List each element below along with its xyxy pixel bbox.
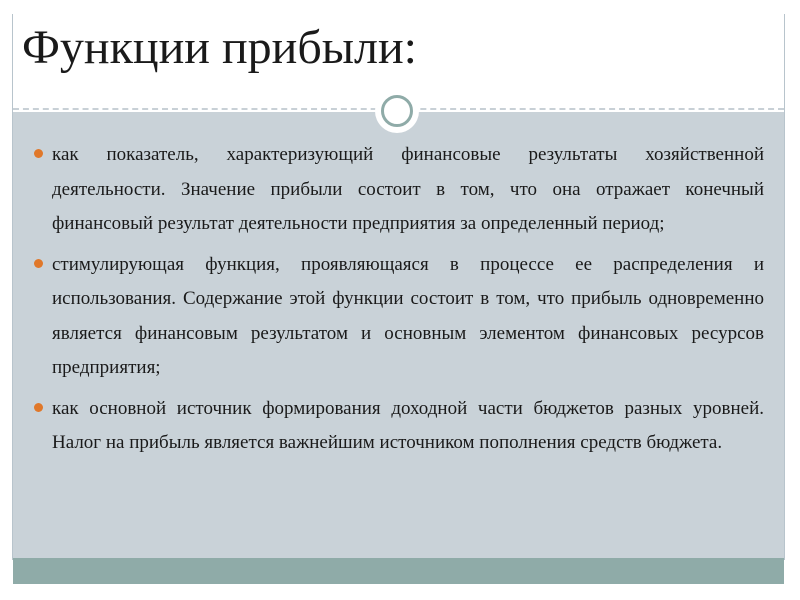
- bullet-text: как показатель, характеризующий финансовые результаты хозяйственной деятельности. Значение прибыли состоит в том, что она отражает конечный финансовый результат деятельности предприятия за определенный период;: [52, 144, 764, 234]
- bullet-text: стимулирующая функция, проявляющаяся в процессе ее распределения и использования. Содержание этой функции состоит в том, что прибыль одновременно является финансовым результатом и основным элементом финансовых ресурсов предприятия;: [52, 253, 764, 378]
- left-frame-line: [12, 14, 13, 560]
- dot-bullet-icon: [34, 259, 43, 268]
- dot-bullet-icon: [34, 149, 43, 158]
- list-item: [34, 248, 764, 386]
- list-item: [34, 392, 764, 461]
- ring-circle-inner: [381, 95, 413, 127]
- bullet-text: как основной источник формирования доходной части бюджетов разных уровней. Налог на прибыль является важнейшим источником пополнения средств бюджета.: [52, 397, 764, 453]
- bullet-list: [34, 138, 764, 467]
- right-frame-line: [784, 14, 785, 560]
- ring-circle-icon: [375, 89, 419, 133]
- dot-bullet-icon: [34, 403, 43, 412]
- bottom-accent-bar: [13, 558, 784, 584]
- slide-title: Функции прибыли:: [22, 21, 418, 74]
- list-item: [34, 138, 764, 242]
